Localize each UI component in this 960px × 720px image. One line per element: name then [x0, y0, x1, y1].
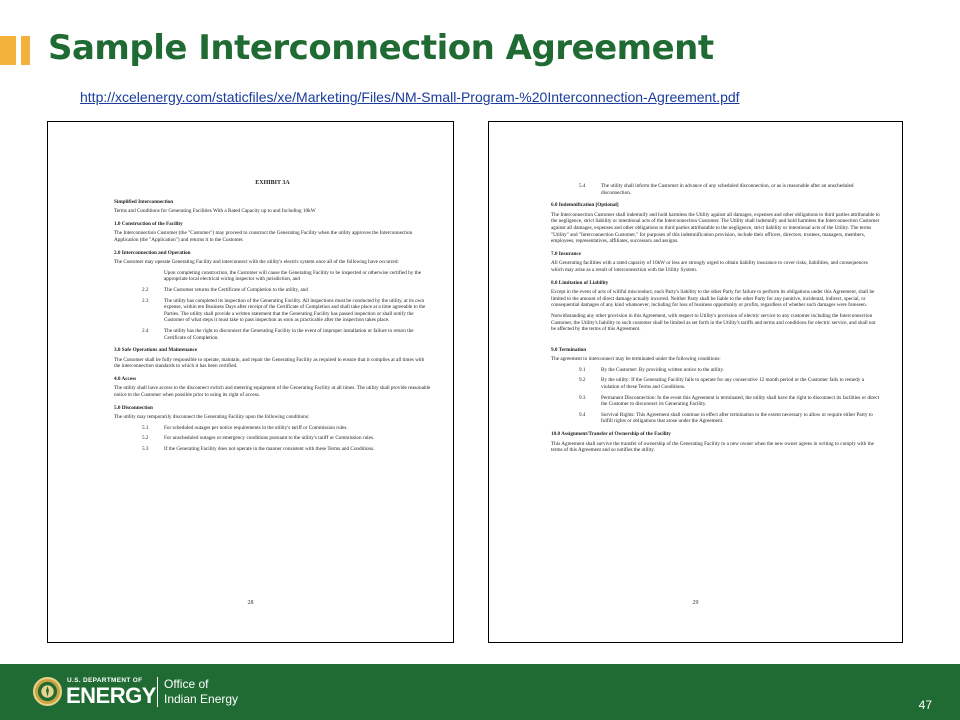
section-text: The Interconnection Customer shall indemnify and hold harmless the Utility against all damages, expenses and other obligations to third parties attributable to the negligence, strict liability or intentional acts of the Interconnection Customer. The Utility shall indemnify and hold harmless the Interconnection Customer against all damages, expenses and other obligations to third parties attributable to the negligence, strict liability or intentional acts of the Utility. The terms "Utility" and "Interconnection Customer," for purposes of this indemnification provision, include their officers, directors, trustees, managers, members, employees, representatives, affiliates, successors and assigns. — [551, 211, 880, 245]
document-page-number: 29 — [692, 600, 699, 606]
clause-number: 9.4 — [579, 411, 586, 418]
clause-number: 2.3 — [142, 297, 149, 304]
section-heading: 8.0 Limitation of Liability — [551, 279, 609, 286]
clause — [114, 270, 431, 283]
section-text: The Customer shall be fully responsible to operate, maintain, and repair the Generating Facility as required to ensure that it complies at all times with the interconnection standards to which it has been certified. — [114, 356, 425, 370]
clause-text: The Customer returns the Certificate of Completion to the utility, and — [164, 286, 308, 293]
clause — [114, 425, 431, 432]
clause-text: Permanent Disconnection: In the event this Agreement is terminated, the utility shall have the right to disconnect its facilities or direct the Customer to disconnect its Generating Facility. — [601, 394, 880, 408]
clause-text: The utility has completed its inspection of the Generating Facility. All inspections must be conducted by the utility, at its own expense, within ten Business Days after receipt of the Certificate of Completion and shall take place at a time agreeable to the Parties. The utility shall provide a written statement that the Generating Facility has passed inspection or shall notify the Customer of what steps it must take to pass inspection as soon as practicable after the inspection takes place. — [164, 297, 426, 324]
section-heading: 4.0 Access — [114, 375, 137, 382]
clause — [551, 412, 880, 425]
clause — [114, 328, 431, 341]
doe-seal-icon — [33, 677, 62, 706]
section-heading: 1.0 Construction of the Facility — [114, 220, 183, 227]
section-heading: 5.0 Disconnection — [114, 404, 153, 411]
source-link[interactable]: http://xcelenergy.com/staticfiles/xe/Marketing/Files/NM-Small-Program-%20Interconnection-Agreement.pdf — [80, 89, 740, 105]
clause — [551, 367, 880, 374]
document-page-right — [488, 121, 903, 643]
footer-divider — [157, 677, 158, 707]
clause-number: 9.2 — [579, 377, 586, 384]
section-heading: 9.0 Termination — [551, 346, 587, 353]
clause-number: 5.3 — [142, 446, 149, 453]
clause — [114, 446, 431, 453]
section-text: The Customer may operate Generating Facility and interconnect with the utility's electric system once all of the following have occurred: — [114, 259, 399, 266]
section-text: The Interconnection Customer (the "Customer") may proceed to construct the Generating Facility when the utility approves the Interconnection Application (the "Application") and returns it to the Customer. — [114, 230, 413, 243]
clause-text: The utility shall inform the Customer in advance of any scheduled disconnection, or as is reasonable after an unscheduled disconnection. — [601, 183, 854, 196]
clause-text: Upon completing construction, the Customer will cause the Generating Facility to be inspected or otherwise certified by the appropriate local electrical wiring inspector with jurisdiction, and — [164, 269, 421, 283]
doe-wordmark: ENERGY — [66, 683, 156, 708]
clause-number: 2.4 — [142, 327, 149, 334]
clause-text: For unscheduled outages or emergency conditions pursuant to the utility's tariff or Commission rules. — [164, 435, 375, 442]
clause-number: 5.4 — [579, 183, 586, 189]
slide-number: 47 — [918, 698, 932, 712]
footer-bar — [0, 664, 960, 720]
clause-text: For scheduled outages per notice requirements in the utility's tariff or Commission rules. — [164, 424, 348, 431]
office-name-line2: Indian Energy — [164, 692, 239, 706]
section-heading: 2.0 Interconnection and Operation — [114, 249, 191, 256]
doe-dept-label: U.S. DEPARTMENT OF — [67, 677, 143, 684]
clause-number: 9.1 — [579, 366, 586, 373]
exhibit-label: EXHIBIT 3A — [255, 180, 290, 186]
clause — [551, 395, 880, 408]
section-heading: 6.0 Indemnification [Optional] — [551, 202, 619, 209]
clause-text: By the Customer: By providing written notice to the utility. — [601, 366, 724, 373]
section-text: All Generating facilities with a rated capacity of 10kW or less are strongly urged to obtain liability insurance to cover risks, liabilities, and consequences which may arise as a result of interconnection with the Utility System. — [551, 260, 868, 273]
clause — [551, 183, 880, 196]
clause-number: 9.3 — [579, 394, 586, 401]
section-heading: 10.0 Assignment/Transfer of Ownership of the Facility — [551, 431, 671, 438]
clause-number: 5.2 — [142, 435, 149, 442]
section-heading: Simplified Interconnection — [114, 198, 174, 205]
clause-number: 5.1 — [142, 424, 149, 431]
section-text: This Agreement shall survive the transfer of ownership of the Generating Facility to a new owner when the new owner agrees in writing to comply with the terms of this Agreement and so notifies the utility. — [551, 440, 874, 454]
section-text: The agreement to interconnect may be terminated under the following conditions: — [551, 356, 721, 363]
section-text: Except in the event of acts of willful misconduct, each Party's liability to the other Party for failure to perform its obligations under this Agreement, shall be limited to the amount of direct damage actually incurred. Neither Party shall be liable to the other Party for any punitive, incidental, indirect, special, or consequential damages of any kind whatsoever, including for loss of business opportunity or profits, regardless of whether such damages were foreseen. — [551, 289, 875, 309]
section-heading: 7.0 Insurance — [551, 250, 581, 257]
document-page-number: 28 — [247, 600, 254, 606]
clause-text: The utility has the right to disconnect the Generating Facility in the event of improper installation or failure to return the Certificate of Completion. — [164, 327, 414, 341]
office-name-line1: Office of — [164, 677, 209, 691]
clause — [551, 377, 880, 390]
section-text: The utility shall have access to the disconnect switch and metering equipment of the Generating Facility at all times. The utility shall provide reasonable notice to the Customer when possible prior to using its right of access. — [114, 385, 431, 399]
clause-number: 2.2 — [142, 286, 149, 293]
clause — [114, 287, 431, 294]
section-heading: 3.0 Safe Operations and Maintenance — [114, 347, 198, 354]
clause-text: If the Generating Facility does not operate in the manner consistent with these Terms and Conditions. — [164, 446, 375, 453]
section-subheading: Terms and Conditions for Generating Facilities With a Rated Capacity up to and Including 10kW — [114, 208, 316, 215]
document-page-left — [47, 121, 454, 643]
title-accent-bars — [0, 36, 30, 65]
clause-text: By the utility: If the Generating Facility fails to operate for any consecutive 12 month period or the Customer fails to remedy a violation of these Terms and Conditions. — [601, 377, 865, 391]
slide-title: Sample Interconnection Agreement — [48, 28, 714, 68]
clause — [114, 298, 431, 324]
section-text: Notwithstanding any other provision in this Agreement, with respect to Utility's provision of electric service to any customer including the Interconnection Customer, the Utility's liability to such customer shall be limited as set forth in the Utility's tariffs and terms and conditions for electric service, and shall not be affected by the terms of this Agreement. — [551, 312, 876, 333]
clause-text: Survival Rights: This Agreement shall continue in effect after termination to the extent necessary to allow or require either Party to fulfill rights or obligations that arose under the Agreement. — [601, 411, 873, 425]
section-text: The utility may temporarily disconnect the Generating Facility upon the following conditions: — [114, 414, 310, 421]
clause — [114, 435, 431, 442]
